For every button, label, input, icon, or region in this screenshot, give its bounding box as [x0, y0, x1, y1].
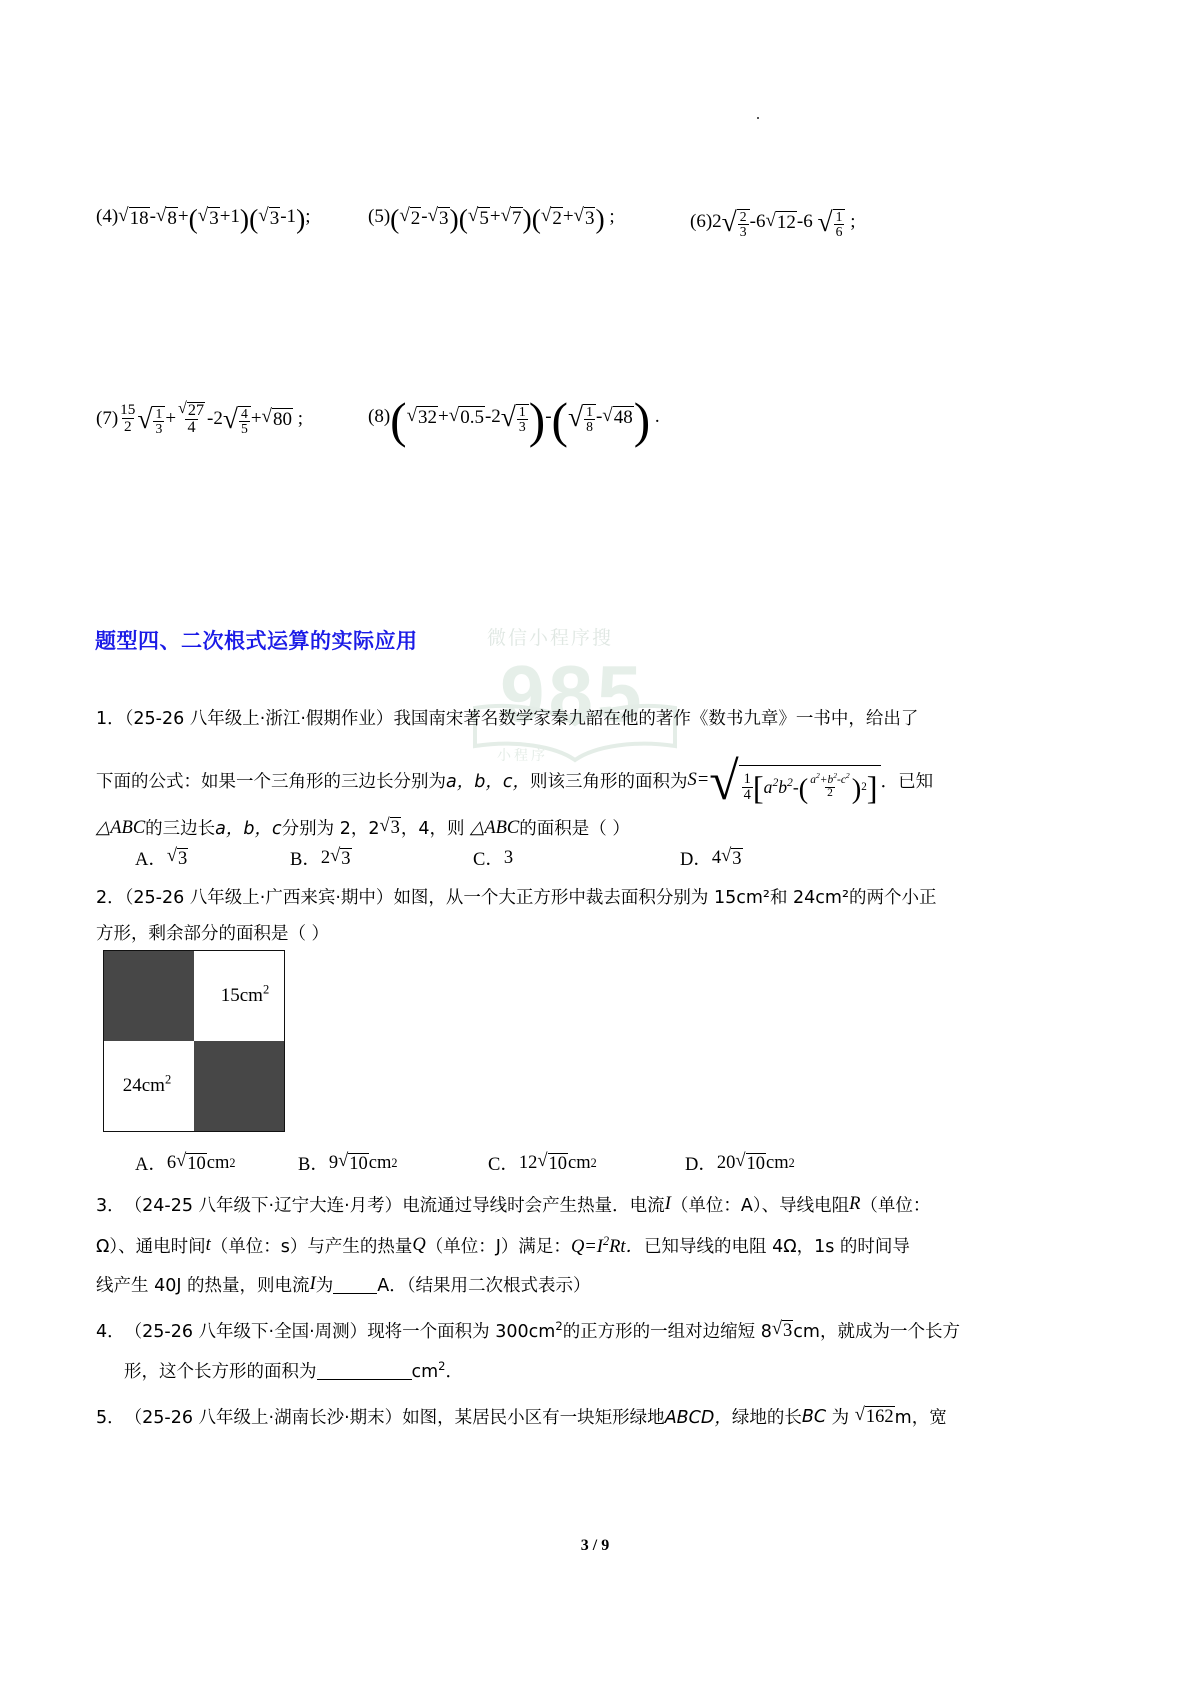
heron-formula: √ $\frac{1}{4}$ [ $a^2b^2-$ ( $\frac{a^2+b^2-c^2}{2}$ ) 2 ] [709, 758, 880, 802]
inner-paren-close: ) [851, 773, 862, 806]
problem-4-source: （25-26 八年级下·全国·周测） [124, 1322, 368, 1342]
sqrt-3: √ 3 [197, 205, 219, 229]
option-b-sqrt: √ 3 [330, 846, 351, 869]
option-a-sqrt: √ 10 [176, 1151, 206, 1174]
option-b[interactable]: B． 9 √ 10 cm 2 [298, 1151, 398, 1175]
problem-1-line3-b-post: ，4，则 [400, 819, 471, 839]
option-a-unit: cm [206, 1152, 230, 1173]
exercise-6-expression: (6) 2 √ $\frac{2}{3}$ -6 √ 12 -6 √ $\frac{1}{6}$ ; [690, 206, 856, 239]
sqrt-3-sides: √ 3 [379, 815, 400, 839]
exercise-8-label: (8) [368, 405, 391, 427]
option-d-coef: 20 [716, 1152, 736, 1173]
option-d-sqrt: √ 3 [721, 846, 742, 869]
problem-1-line-3 [96, 815, 630, 840]
paren-open-2: ( [458, 202, 468, 234]
problem-4-line2-b: $cm^2$． [411, 1359, 464, 1382]
symbol-I-2: I [309, 1274, 316, 1294]
problem-1-line3-a: 的三边长 [145, 819, 216, 839]
answer-blank-4[interactable] [317, 1362, 412, 1380]
exercise-5 [368, 202, 615, 234]
problem-3-number: 3． [96, 1196, 125, 1216]
exercise-4-expression: (4) √ 18 - √ 8 + ( √ 3 +1 ) ( √ 3 -1 ) ; [96, 202, 311, 234]
option-c-value: 3 [503, 847, 514, 868]
problem-1-line3-b-pre: 分别为 2，2 [281, 819, 380, 839]
option-a[interactable] [135, 845, 188, 871]
problem-3-line3-a: 线产生 40J 的热量，则电流 [96, 1276, 310, 1296]
problem-5-number: 5． [96, 1408, 125, 1428]
bracket-open: [ [752, 770, 764, 807]
problem-2-text-b: 方形，剩余部分的面积是（ ） [96, 924, 330, 944]
option-b[interactable]: B． 2 √ 3 [290, 846, 351, 870]
sqrt-7: √ 7 [500, 205, 522, 229]
problem-4-line-1 [96, 1318, 960, 1343]
problem-4-text-a2: cm，就成为一个长方 [793, 1322, 960, 1342]
option-b-letter: B． [298, 1155, 329, 1175]
fraction-15-2: $\frac{15}{2}$ [120, 401, 136, 436]
exercise-4-label: (4) [96, 206, 119, 228]
sqrt-2: √ 2 [399, 205, 421, 229]
sqrt-162: √ 162 [854, 1404, 894, 1428]
problem-3-text-a: 电流通过导线时会产生热量．电流 [402, 1196, 665, 1216]
page-number: 3 / 9 [580, 1537, 610, 1554]
fraction-2-3: $\frac{2}{3}$ [739, 209, 747, 239]
formula-lead: S= [687, 769, 710, 790]
figure-label-24: $24cm^2$ [122, 1072, 172, 1096]
sqrt-5: √ 5 [467, 205, 489, 229]
paren-open-2: ( [249, 202, 259, 234]
fraction-1-3: $\frac{1}{3}$ [155, 405, 163, 436]
exercise-5-expression: (5) ( √ 2 - √ 3 ) ( √ 5 + √ 7 ) ( √ 2 + √ 3 ) ; [368, 202, 615, 234]
figure-cell-bottom-left [104, 1041, 194, 1131]
paren-close-2: ) [296, 202, 306, 234]
paren-open: ( [390, 202, 400, 234]
problem-3-line2-d: 已知导线的电阻 4Ω，1s 的时间导 [644, 1236, 910, 1257]
option-b-letter: B． [290, 850, 321, 870]
problem-3-source: （24-25 八年级下·辽宁大连·月考） [124, 1196, 403, 1216]
problem-1-text-c: 则该三角形的面积为 [529, 771, 688, 792]
exercise-8 [368, 393, 660, 449]
problem-1-line-1 [96, 705, 918, 730]
problem-3-text-c: （单位： [860, 1196, 931, 1216]
sqrt-four-fifths: √ $\frac{4}{5}$ [223, 402, 251, 436]
option-d-unit: cm [766, 1152, 789, 1173]
problem-3-line3-c: A．（结果用二次根式表示） [377, 1276, 591, 1296]
fraction-1-3-b: $\frac{1}{3}$ [518, 404, 526, 434]
problem-2-line-1 [96, 884, 936, 909]
sqrt-0point5: √ 0.5 [448, 404, 484, 429]
fraction-1-8: $\frac{1}{8}$ [586, 404, 593, 434]
fraction-4-5: $\frac{4}{5}$ [240, 405, 248, 436]
problem-3-line2-b: （单位：s）与产生的热量 [210, 1236, 413, 1257]
sqrt-two-thirds: √ $\frac{2}{3}$ [722, 205, 750, 239]
triangle-abc-1: △ABC [96, 817, 146, 838]
sqrt-8: √ 8 [155, 205, 177, 229]
problem-5-text-b: 绿地的长 [731, 1408, 802, 1428]
sqrt-12: √ 12 [765, 209, 796, 234]
option-b-coef: 9 [328, 1152, 339, 1173]
symbol-I: I [664, 1194, 671, 1214]
answer-blank-3[interactable] [333, 1276, 377, 1294]
problem-1-line3-vars: a，b，c [215, 819, 282, 839]
problem-3-line-2 [96, 1232, 910, 1258]
exercise-7 [96, 400, 303, 437]
symbol-t: t [205, 1234, 211, 1255]
option-d[interactable]: D． 4 √ 3 [680, 846, 742, 870]
problem-3-line-1 [96, 1192, 930, 1217]
sqrt-one-third-b: √ $\frac{1}{3}$ [501, 400, 529, 434]
problem-5-text-c2: m，宽 [894, 1408, 947, 1428]
problem-4-line2-a: 形，这个长方形的面积为 [124, 1362, 317, 1382]
option-c-coef: 12 [518, 1152, 538, 1173]
exercise-5-label: (5) [368, 206, 391, 228]
figure-cell-top-right [194, 951, 284, 1041]
option-d-sqrt: √ 10 [735, 1151, 766, 1174]
exercise-7-expression: (7) $\frac{15}{2}$ √ $\frac{1}{3}$ + √ 27 4 -2 √ $\frac{4}{5}$ + √ 80 ; [96, 400, 304, 437]
exercise-7-label: (7) [96, 407, 119, 429]
option-c[interactable] [473, 845, 513, 871]
problem-1-text-a: 我国南宋著名数学家秦九韶在他的著作《数书九章》一书中，给出了 [393, 709, 919, 729]
problem-3-line3-b: 为 [315, 1276, 334, 1296]
problem-4-line-2 [124, 1358, 463, 1383]
fraction-inner: $\frac{a^2+b^2-c^2}{2}$ [810, 771, 850, 799]
option-a-coef: 6 [166, 1152, 177, 1173]
paren-open-big: ( [390, 393, 407, 449]
sqrt-3-p4: √ 3 [771, 1318, 793, 1342]
problem-4-number: 4． [96, 1322, 125, 1342]
sqrt-48: √ 48 [602, 404, 633, 429]
problem-1-number: 1． [96, 709, 125, 729]
triangle-abc-2: △ABC [470, 817, 520, 838]
sqrt-one-sixth: √ $\frac{1}{6}$ [817, 205, 845, 239]
problem-1-text-tail: ．已知 [880, 771, 934, 792]
option-c-sqrt: √ 10 [537, 1151, 567, 1174]
problem-4-text-a: 现将一个面积为 $300cm^2$的正方形的一组对边缩短 8 [367, 1319, 772, 1342]
paren-open-3: ( [531, 202, 541, 234]
watermark-text: 微信小程序搜 [487, 628, 614, 649]
problem-3-line2-a: Ω）、通电时间 [96, 1236, 206, 1257]
symbol-Q: Q [412, 1234, 426, 1255]
rect-abcd: ABCD， [664, 1408, 732, 1428]
option-a-letter: A． [135, 850, 167, 870]
fraction-1-6: $\frac{1}{6}$ [835, 209, 843, 239]
fraction-sqrt27-4: √ 27 4 [178, 400, 205, 437]
problem-1-source: （25-26 八年级上·浙江·假期作业） [124, 709, 394, 729]
problem-3-text-b: （单位：A）、导线电阻 [670, 1196, 850, 1216]
sqrt-one-third: √ $\frac{1}{3}$ [137, 402, 165, 436]
problem-2-line-2 [96, 920, 329, 945]
figure-label-15: $15cm^2$ [220, 982, 270, 1006]
page-footer [0, 1537, 1190, 1555]
problem-3-formula: $Q=I^2Rt$． [570, 1233, 645, 1257]
paren-close-big: ) [528, 393, 546, 449]
option-c-letter: C． [488, 1155, 519, 1175]
sqrt-32: √ 32 [406, 404, 438, 429]
bracket-close: ] [866, 770, 878, 807]
paren-close-big-2: ) [633, 393, 651, 449]
segment-bc: BC [801, 1406, 827, 1427]
sqrt-80: √ 80 [261, 406, 292, 430]
fraction-1-4: $\frac{1}{4}$ [743, 771, 751, 803]
option-c-letter: C． [473, 850, 504, 870]
figure-cell-top-left [104, 951, 194, 1041]
paren-open: ( [188, 202, 198, 234]
exercise-4 [96, 202, 311, 234]
watermark-985: 985 [500, 649, 646, 738]
option-a-letter: A． [135, 1155, 167, 1175]
problem-3-line-3 [96, 1272, 590, 1297]
paren-close: ) [449, 202, 459, 234]
sqrt-3-b: √ 3 [573, 205, 595, 229]
exercise-6-label: (6) [690, 210, 713, 232]
formula-a2b2: $a^2b^2-$ [763, 775, 799, 797]
problem-2-text-a: 如图，从一个大正方形中裁去面积分别为 15cm²和 24cm²的两个小正 [393, 888, 937, 908]
problem-2-source: （25-26 八年级上·广西来宾·期中） [124, 888, 394, 908]
option-b-sqrt: √ 10 [338, 1151, 368, 1174]
stray-dot [757, 117, 759, 119]
problem-3-line2-c: （单位：J）满足： [425, 1236, 571, 1257]
exercise-6 [690, 205, 855, 239]
paren-close: ) [239, 202, 250, 234]
option-d-letter: D． [680, 850, 712, 870]
problem-1-line3-c: 的面积是（ ） [519, 819, 630, 839]
problem-2-number: 2． [96, 888, 125, 908]
inner-paren-open: ( [798, 773, 809, 806]
option-c[interactable]: C． 12 √ 10 cm 2 [488, 1151, 597, 1175]
exercise-8-expression: (8) ( √ 32 + √ 0.5 -2 √ $\frac{1}{3}$ ) - ( √ $\frac{1}{8}$ - √ 48 ) . [368, 393, 660, 449]
option-b-unit: cm [368, 1152, 392, 1173]
paren-open-big-2: ( [551, 393, 568, 449]
option-d-letter: D． [685, 1155, 717, 1175]
option-a[interactable]: A． 6 √ 10 cm 2 [135, 1151, 236, 1175]
problem-1-vars: a，b，c， [446, 771, 530, 792]
sqrt-27: √ 27 [178, 400, 205, 419]
sqrt-3: √ 3 [427, 205, 449, 229]
section-heading: 题型四、二次根式运算的实际应用 [95, 630, 418, 653]
problem-1-text-b: 下面的公式：如果一个三角形的三边长分别为 [96, 771, 446, 792]
problem-5-text-c1: 为 [826, 1408, 855, 1428]
problem-5-source: （25-26 八年级上·湖南长沙·期末） [124, 1408, 403, 1428]
symbol-R: R [849, 1194, 861, 1214]
option-d[interactable]: D． 20 √ 10 cm 2 [685, 1151, 795, 1175]
watermark-sub: 小程序 [497, 747, 548, 763]
square-figure [103, 950, 285, 1132]
option-c-unit: cm [568, 1152, 591, 1173]
option-a-sqrt: √ 3 [166, 846, 188, 869]
sqrt-2-b: √ 2 [540, 205, 562, 229]
problem-5-text-a: 如图，某居民小区有一块矩形绿地 [402, 1408, 665, 1428]
sqrt-one-eighth: √ $\frac{1}{8}$ [568, 400, 596, 434]
figure-cell-bottom-right [194, 1041, 284, 1131]
paren-close-2: ) [522, 202, 532, 234]
problem-5-line-1 [96, 1404, 947, 1429]
paren-close-3: ) [595, 202, 605, 234]
sqrt-18: √ 18 [118, 205, 149, 229]
sqrt-3-b: √ 3 [258, 205, 280, 229]
